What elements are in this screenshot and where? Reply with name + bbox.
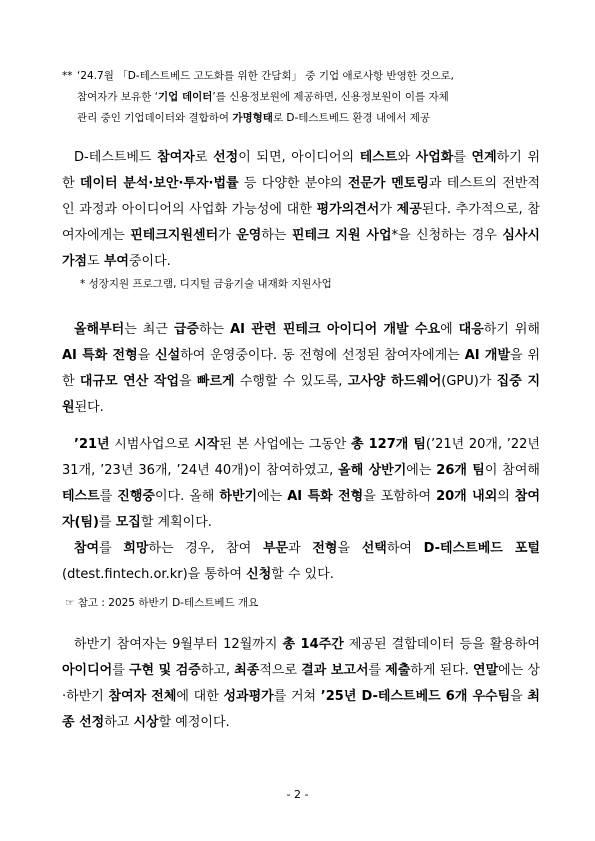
bold-text: 운영 (236, 228, 262, 243)
bold-text: 핀테크 지원 사업 (291, 228, 392, 243)
text-run: 이다. 올해 (154, 489, 220, 504)
bold-text: 대규모 연산 작업 (79, 374, 180, 389)
text-run: 시범사업으로 (109, 437, 195, 452)
bold-text: 신청 (246, 567, 272, 582)
bold-text: 전문가 멘토링 (347, 176, 429, 191)
bold-text: AI 특화 전형 (62, 348, 138, 363)
text-run: 을 (337, 541, 362, 556)
text-run: 된 본 사업에는 그동안 (219, 437, 351, 452)
text-run: 를 (99, 489, 118, 504)
bold-text: 진행중 (117, 489, 155, 504)
bold-text: 연말 (473, 663, 499, 678)
reference-text: 참고 : 2025 하반기 D-테스트베드 개요 (77, 597, 259, 609)
text-run: 에는 (406, 463, 437, 478)
footnote: * 성장지원 프로그램, 디지털 금융기술 내재화 지원사업 (80, 278, 332, 290)
text-run: 이 되면, 아이디어의 (238, 150, 360, 165)
text-run: 를 거쳐 (273, 689, 321, 704)
text-run: 된다. 추가적으로, 참여자에게는 (62, 202, 540, 243)
annotation-note (62, 66, 542, 129)
text-run: 에는 상·하반기 (62, 663, 540, 704)
text-run: 하반기 참여자는 9월부터 12월까지 (74, 637, 283, 652)
text-run: 을 포함하여 (363, 489, 437, 504)
text-run: 된다. (74, 400, 104, 415)
text-run: 등 다양한 분야의 (238, 176, 348, 191)
text-run: 하기 위해 (483, 322, 540, 337)
bold-text: 참여자(팀) (62, 489, 541, 530)
text-run: *을 신청하는 경우 (391, 228, 503, 243)
bold-text: 20개 내외 (436, 489, 498, 504)
paragraph-ai-track (62, 317, 540, 421)
bold-text: 평가의견서 (316, 202, 380, 217)
bold-text: 테스트 (359, 150, 398, 165)
bold-text: 사업화 (415, 150, 454, 165)
text-run: 수행할 수 있도록, (234, 374, 348, 389)
text-run: 하고, (200, 663, 235, 678)
bold-text: 올해부터 (74, 322, 125, 337)
text-run: 에 (440, 322, 459, 337)
bold-text: 전형 (312, 541, 338, 556)
text-run: 와 (397, 150, 416, 165)
text-run: 가 (218, 228, 237, 243)
text-run: (GPU)가 (441, 374, 497, 389)
text-run: 하는 경우, 참여 (148, 541, 263, 556)
bold-text: 고사양 하드웨어 (347, 374, 442, 389)
reference-note (65, 594, 258, 612)
bold-text: 신설 (155, 348, 181, 363)
text-run: (dtest.fintech.or.kr)을 통하여 (62, 567, 247, 582)
text-run: 이 참여해 (484, 463, 540, 478)
bold-text: 아이디어 (62, 663, 113, 678)
bold-text: 모집 (115, 515, 141, 530)
bold-text: 제출 (385, 663, 411, 678)
bold-text: 총 127개 팀 (351, 437, 426, 452)
pointing-hand-icon: ☞ (65, 597, 75, 609)
bold-text: 부문 (262, 541, 289, 556)
text-run: 을 (137, 348, 156, 363)
bold-text: 결과 보고서 (301, 663, 369, 678)
bold-text: 시작 (194, 437, 220, 452)
text-run: 할 계획이다. (140, 515, 212, 530)
bold-text: 부여 (103, 254, 129, 269)
paragraph-schedule (62, 632, 540, 736)
bold-text: 데이터 분석·보안·투자·법률 (79, 176, 239, 191)
bold-text: 참여자 전체 (108, 689, 177, 704)
bold-text: 최종 선정 (62, 689, 540, 730)
text-run: 를 (368, 663, 386, 678)
note-line-1: ‘24.7월 「D-테스트베드 고도화를 위한 간담회」 중 기업 애로사항 반영한 것으로, (77, 70, 454, 82)
text-run: 하고 (104, 715, 134, 730)
note-bold: 기업 데이터 (158, 91, 213, 103)
note-text: 참여자가 보유한 ‘ (77, 91, 159, 103)
bold-text: 희망 (123, 541, 149, 556)
text-run: (’21년 20개, ’22년 31개, ’23년 36개, ’24년 40개)이 참여하였고, (62, 437, 540, 478)
text-run: 할 수 있다. (271, 567, 334, 582)
page-number: - 2 - (286, 788, 309, 801)
bold-text: 선택 (361, 541, 387, 556)
text-run: 을 (179, 374, 197, 389)
text-run: 할 예정이다. (158, 715, 230, 730)
bold-text: 테스트 (62, 489, 100, 504)
note-text: 로 D-테스트베드 환경 내에서 제공 (272, 112, 431, 124)
note-marker: ** (62, 70, 73, 82)
text-run: 를 (112, 663, 129, 678)
text-run: 하기 위한 (62, 150, 540, 191)
bold-text: 올해 상반기 (338, 463, 407, 478)
bold-text: 빠르게 (196, 374, 235, 389)
bold-text: 집중 지원 (62, 374, 541, 415)
bold-text: 심사시 가점 (62, 228, 540, 269)
text-run: 에 대한 (176, 689, 224, 704)
bold-text: 26개 팀 (436, 463, 485, 478)
bold-text: 대응 (458, 322, 484, 337)
bold-text: D-테스트베드 포털 (423, 541, 540, 556)
bold-text: 총 14주간 (282, 637, 344, 652)
text-run: 하여 (386, 541, 424, 556)
bold-text: 참여자 (157, 150, 195, 165)
note-text: ’를 신용정보원에 제공하면, 신용정보원이 이를 자체 (212, 91, 449, 103)
bold-text: 최종 (234, 663, 260, 678)
note-text: 관리 중인 기업데이터와 결합하여 (77, 112, 233, 124)
bold-text: ’21년 (74, 437, 110, 452)
text-run: 제공된 결합데이터 등을 활용하여 (343, 637, 540, 652)
text-run: 는 최근 (124, 322, 174, 337)
paragraph-history (62, 432, 540, 588)
text-run: 중이다. (128, 254, 171, 269)
note-bold: 가명형태 (232, 112, 273, 124)
bold-text: 선정 (213, 150, 239, 165)
bold-text: AI 개발 (464, 348, 511, 363)
bold-text: 시상 (133, 715, 159, 730)
bold-text: 구현 및 검증 (128, 663, 201, 678)
paragraph-testbed-benefits (62, 145, 540, 275)
bold-text: AI 특화 전형 (287, 489, 364, 504)
bold-text: 급증 (173, 322, 199, 337)
bold-text: 참여 (74, 541, 100, 556)
text-run: 가 (379, 202, 397, 217)
text-run: 을 (510, 689, 528, 704)
text-run: 하여 운영중이다. 동 전형에 선정된 참여자에게는 (180, 348, 465, 363)
bold-text: ’25년 D-테스트베드 6개 우수팀 (320, 689, 511, 704)
text-run: 과 (288, 541, 313, 556)
bold-text: 성과평가 (223, 689, 274, 704)
text-run: 로 (194, 150, 214, 165)
text-run: 하게 된다. (410, 663, 474, 678)
text-run: 하는 (261, 228, 292, 243)
text-run: 도 (87, 254, 104, 269)
bold-text: 제공 (396, 202, 422, 217)
text-run: D-테스트베드 (74, 150, 158, 165)
text-run: 하는 (199, 322, 231, 337)
bold-text: AI 관련 핀테크 아이디어 개발 수요 (230, 322, 441, 337)
text-run: 을 위한 (62, 348, 540, 389)
text-run: 적으로 (259, 663, 302, 678)
text-run: 에는 (257, 489, 288, 504)
text-run: 를 (99, 515, 116, 530)
text-run: 의 (497, 489, 515, 504)
text-run: 를 (99, 541, 124, 556)
bold-text: 연계 (471, 150, 497, 165)
bold-text: 하반기 (219, 489, 258, 504)
bold-text: 핀테크지원센터 (130, 228, 219, 243)
text-run: 과 테스트의 전반적인 과정과 아이디어의 사업화 가능성에 대한 (62, 176, 541, 217)
text-run: 를 (453, 150, 472, 165)
